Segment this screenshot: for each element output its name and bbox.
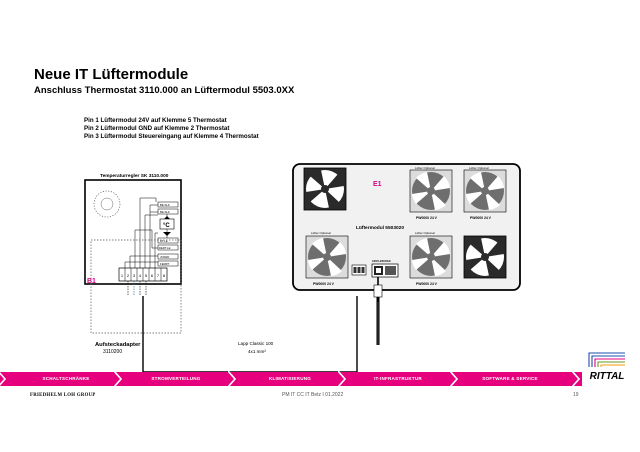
fan-4 [306,231,348,286]
footer-company: FRIEDHELM LOH GROUP [30,393,96,398]
terminal-3: 3 [132,273,136,278]
nav-chevron-icon-3 [228,371,236,387]
setpoint-label: °C [163,223,170,229]
contact-3-label: RT.LE [160,239,168,243]
fan-6 [464,236,506,278]
nav-chevron-icon-6 [572,371,580,387]
nav-chevron-icon-2 [114,371,122,387]
nav-chevron-icon-5 [450,371,458,387]
fan-module [293,164,520,290]
power-connector-label: 100V-240VAC [372,259,391,263]
fan-5 [410,231,452,286]
slide-title: Neue IT Lüftermodule [34,66,189,83]
terminal-1: 1 [120,273,124,278]
cable-name: Lapp Classic 100 [238,341,274,346]
terminal-6: 6 [150,273,154,278]
fan-4-title: Lüfter Optional [311,231,331,235]
nav-item-it-infrastruktur[interactable]: IT-INFRASTRUKTUR [374,376,422,381]
adapter-label: Aufsteckadapter [95,342,141,348]
module-label: E1 [373,181,382,188]
nav-item-stromverteilung[interactable]: STROMVERTEILUNG [151,376,201,381]
footer-center-text: PM IT CC IT Betz I 01.2022 [282,392,344,398]
cable-line [143,296,357,372]
nav-item-klimatisierung[interactable]: KLIMATISIERUNG [268,376,311,381]
nav-chevron-icon-1 [0,371,6,387]
nav-chevron-icon-4 [338,371,346,387]
fan-2-caption: PW0000 24 V [416,216,437,220]
fan-3-title: Lüfter Optional [469,166,489,170]
pin-line-2: Pin 2 Lüftermodul GND auf Klemme 2 Thermostat [84,125,230,132]
fan-5-caption: PW0000 24 V [416,282,437,286]
pin-line-1: Pin 1 Lüftermodul 24V auf Klemme 5 Thermostat [84,117,227,124]
control-connector [352,265,366,275]
fan-3-caption: PW0000 24 V [470,216,491,220]
fan-4-caption: PW0000 24 V [313,282,334,286]
contact-2-label: BE.SLK [160,210,170,214]
fan-5-title: Lüfter Optional [415,231,435,235]
terminal-8: 8 [162,273,166,278]
terminal-7: 7 [156,273,160,278]
pin-line-3: Pin 3 Lüftermodul Steuereingang auf Klemme 4 Thermostat [84,133,259,140]
fan-2 [410,166,452,220]
logo-text: RITTAL [589,371,625,382]
nav-item-schaltschraenke[interactable]: SCHALTSCHRÄNKE [42,376,90,381]
contact-1-label: BE.SLK [160,203,170,207]
fan-1 [304,168,346,210]
contact-4-label: DERT.LE [159,246,171,250]
power-cable [374,277,382,345]
fan-2-title: Lüfter Optional [415,166,435,170]
rittal-logo [585,347,629,387]
slide-subtitle: Anschluss Thermostat 3110.000 an Lüftermodul 5503.0XX [34,85,295,96]
contact-6-label: FERRT [160,262,170,266]
cable-ends [143,298,357,305]
terminal-2: 2 [126,273,130,278]
adapter-number: 3110200 [103,349,123,355]
page-number: 19 [573,392,579,398]
thermostat-label: B1 [87,278,96,285]
module-name: Lüftermodul 5503020 [356,226,404,231]
nav-item-software-service[interactable]: SOFTWARE & SERVICE [482,376,538,381]
cable-spec: 4x1 mm² [248,349,266,354]
terminal-5: 5 [144,273,148,278]
thermostat [85,173,181,296]
contact-5-label: JOKEN [160,255,170,259]
fan-3 [464,166,506,220]
terminal-4: 4 [138,273,142,278]
thermostat-title: Temperaturregler SK 3110.000 [100,174,169,179]
